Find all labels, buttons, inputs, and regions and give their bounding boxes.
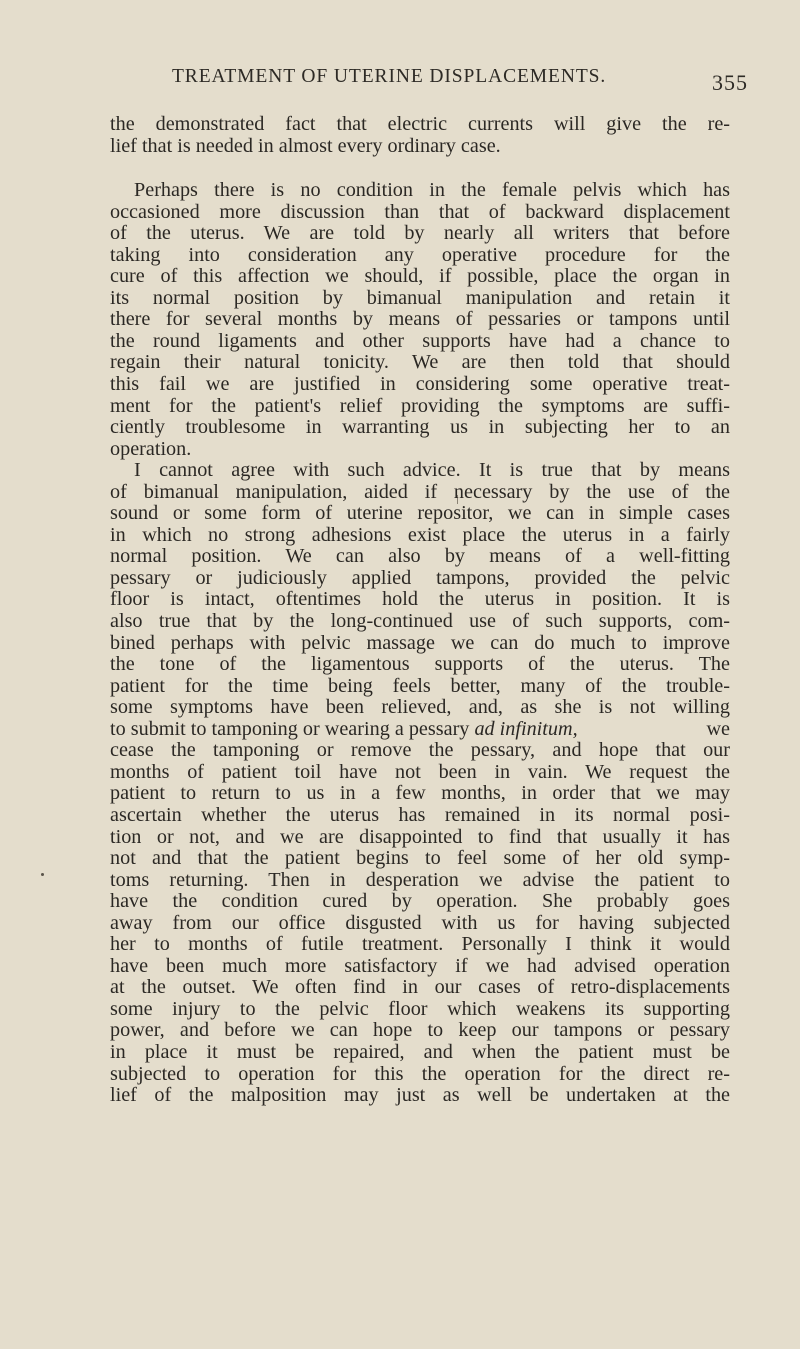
text-line: cure of this affection we should, if possible, place the organ in bbox=[110, 266, 730, 288]
text-line: its normal position by bimanual manipulation and retain it bbox=[110, 287, 730, 309]
text-line: power, and before we can hope to keep our tampons or pessary bbox=[110, 1020, 730, 1042]
text-line: months of patient toil have not been in vain. We request the bbox=[110, 761, 730, 783]
text-segment: to submit to tamponing or wearing a pessary bbox=[110, 717, 475, 740]
text-line: of the uterus. We are told by nearly all writers that before bbox=[110, 223, 730, 245]
text-line: there for several months by means of pessaries or tampons until bbox=[110, 309, 730, 331]
text-line: subjected to operation for this the operation for the direct re- bbox=[110, 1063, 730, 1085]
text-line: ascertain whether the uterus has remained in its normal posi- bbox=[110, 804, 730, 826]
text-line: the tone of the ligamentous supports of the uterus. The bbox=[110, 654, 730, 676]
text-line: taking into consideration any operative procedure for the bbox=[110, 244, 730, 266]
text-line: normal position. We can also by means of a well-fitting bbox=[110, 546, 730, 568]
text-line: sound or some form of uterine repositor, we can in simple cases bbox=[110, 503, 730, 525]
text-line: this fail we are justified in considering some operative treat- bbox=[110, 374, 730, 396]
text-line: the demonstrated fact that electric currents will give the re- bbox=[110, 114, 730, 135]
text-line: regain their natural tonicity. We are then told that should bbox=[110, 352, 730, 374]
text-line: at the outset. We often find in our cases of retro-displacements bbox=[110, 977, 730, 999]
text-line: I cannot agree with such advice. It is true that by means bbox=[134, 460, 730, 482]
running-title: TREATMENT OF UTERINE DISPLACEMENTS. bbox=[172, 66, 607, 87]
text-line: patient for the time being feels better, many of the trouble- bbox=[110, 675, 730, 697]
print-speck bbox=[41, 873, 44, 876]
text-line: the round ligaments and other supports have had a chance to bbox=[110, 330, 730, 352]
text-line: floor is intact, oftentimes hold the uterus in position. It is bbox=[110, 589, 730, 611]
text-line: pessary or judiciously applied tampons, provided the pelvic bbox=[110, 567, 730, 589]
text-line: some injury to the pelvic floor which weakens its supporting bbox=[110, 998, 730, 1020]
italic-phrase: ad infinitum, bbox=[474, 717, 578, 740]
text-line: in place it must be repaired, and when the patient must be bbox=[110, 1041, 730, 1063]
text-line: tion or not, and we are disappointed to find that usually it has bbox=[110, 826, 730, 848]
text-line: her to months of futile treatment. Personally I think it would bbox=[110, 934, 730, 956]
text-line: have the condition cured by operation. She probably goes bbox=[110, 891, 730, 913]
text-line: toms returning. Then in desperation we advise the patient to bbox=[110, 869, 730, 891]
text-line-with-italic bbox=[110, 719, 730, 741]
text-line: some symptoms have been relieved, and, as she is not willing bbox=[110, 697, 730, 719]
text-line: not and that the patient begins to feel some of her old symp- bbox=[110, 848, 730, 870]
text-line: patient to return to us in a few months, in order that we may bbox=[110, 783, 730, 805]
text-line: bined perhaps with pelvic massage we can do much to improve bbox=[110, 632, 730, 654]
text-line: ment for the patient's relief providing the symptoms are suffi- bbox=[110, 395, 730, 417]
text-line: have been much more satisfactory if we had advised operation bbox=[110, 955, 730, 977]
text-line: Perhaps there is no condition in the female pelvis which has bbox=[134, 180, 730, 202]
text-line: lief that is needed in almost every ordinary case. bbox=[110, 134, 501, 157]
page-header bbox=[172, 66, 748, 95]
text-line: cease the tamponing or remove the pessary, and hope that our bbox=[110, 740, 730, 762]
page-number: 355 bbox=[712, 70, 748, 95]
text-line: of bimanual manipulation, aided if necessary by the use of the bbox=[110, 481, 730, 503]
paragraph bbox=[110, 114, 730, 157]
text-line: ciently troublesome in warranting us in subjecting her to an bbox=[110, 417, 730, 439]
paragraph bbox=[110, 460, 730, 1106]
text-line: away from our office disgusted with us for having subjected bbox=[110, 912, 730, 934]
text-line: operation. bbox=[110, 437, 192, 460]
paragraph-gap bbox=[110, 157, 730, 180]
paragraph bbox=[110, 180, 730, 460]
text-line: occasioned more discussion than that of backward displacement bbox=[110, 201, 730, 223]
text-segment: we bbox=[701, 717, 730, 740]
text-line: also true that by the long-continued use of such supports, com- bbox=[110, 611, 730, 633]
text-line: in which no strong adhesions exist place the uterus in a fairly bbox=[110, 524, 730, 546]
body-text bbox=[110, 114, 730, 1107]
text-line: lief of the malposition may just as well be undertaken at the bbox=[110, 1085, 730, 1107]
